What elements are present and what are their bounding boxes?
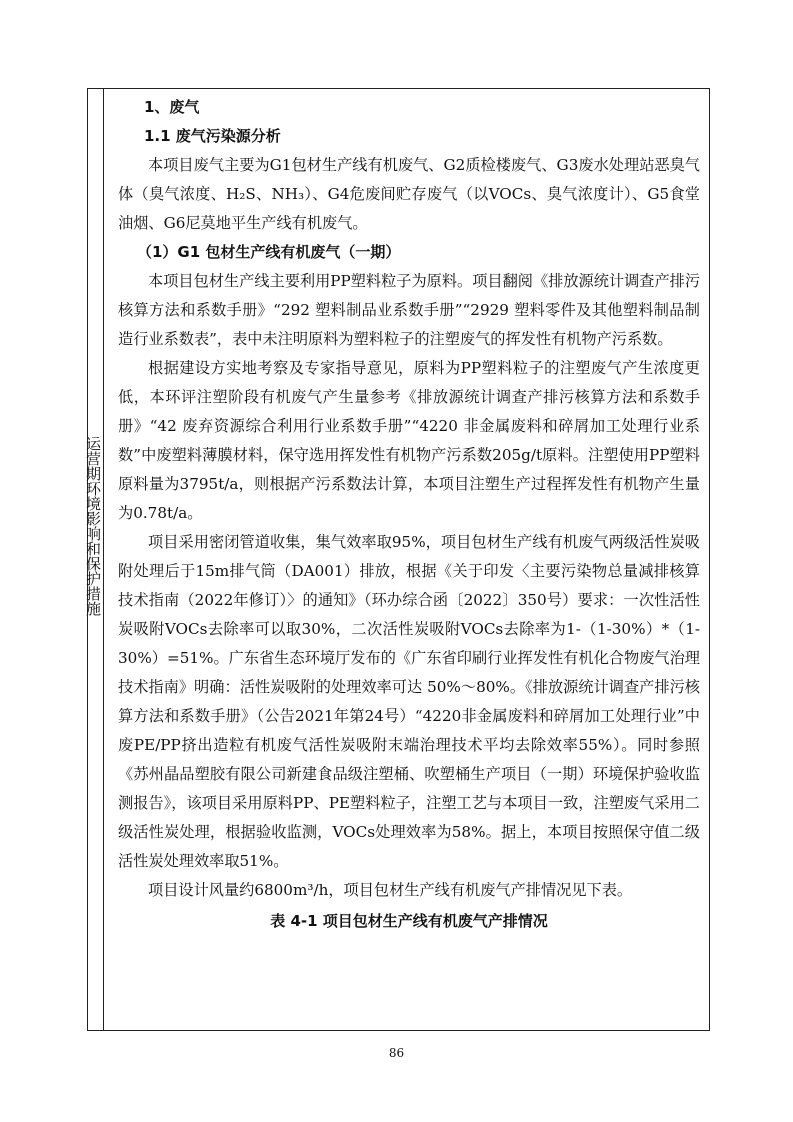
content-frame [84,88,710,1031]
g1-heading: （1）G1 包材生产线有机废气（一期） [137,243,401,261]
paragraph-4: 项目设计风量约6800m³/h，项目包材生产线有机废气产排情况见下表。 [148,881,633,899]
section-title: 1、废气 [144,98,200,116]
page-number: 86 [388,1046,405,1060]
paragraph-2: 根据建设方实地考察及专家指导意见，原料为PP塑料粒子的注塑废气产生浓度更低，本环评注塑阶段有机废气产生量参考《排放源统计调查产排污核算方法和系数手册》“42 废弃资源综合利用行业系数手册”“4220 非金属废料和碎屑加工处理行业系数”中废塑料薄膜材料，保守选用挥发性有机物产污系数205g/t原料。注塑使用PP塑料原料量为3795t/a，则根据产污系数法计算，本项目注塑生产过程挥发性有机物产生量为0.78t/a。 [118,359,700,522]
main-content [118,93,700,936]
paragraph-1: 本项目包材生产线主要利用PP塑料粒子为原料。项目翻阅《排放源统计调查产排污核算方法和系数手册》“292 塑料制品业系数手册”“2929 塑料零件及其他塑料制品制造行业系数表”，表中未注明原料为塑料粒子的注塑废气的挥发性有机物产污系数。 [118,272,701,348]
side-label: 运营期环境影响和保护措施 [84,436,102,616]
side-column [84,89,104,1030]
table-caption: 表 4-1 项目包材生产线有机废气产排情况 [270,912,548,930]
paragraph-3: 项目采用密闭管道收集，集气效率取95%，项目包材生产线有机废气两级活性炭吸附处理后于15m排气筒（DA001）排放，根据《关于印发〈主要污染物总量减排核算技术指南（2022年修订）〉的通知》（环办综合函〔2022〕350号）要求：一次性活性炭吸附VOCs去除率可以取30%，二次活性炭吸附VOCs去除率为1-（1-30%）*（1-30%）=51%。广东省生态环境厅发布的《广东省印刷行业挥发性有机化合物废气治理技术指南》明确：活性炭吸附的处理效率可达 50%～80%。《排放源统计调查产排污核算方法和系数手册》（公告2021年第24号）“4220非金属废料和碎屑加工处理行业”中废PE/PP挤出造粒有机废气活性炭吸附末端治理技术平均去除效率55%）。同时参照《苏州晶品塑胶有限公司新建食品级注塑桶、吹塑桶生产项目（一期）环境保护验收监测报告》，该项目采用原料PP、PE塑料粒子，注塑工艺与本项目一致，注塑废气采用二级活性炭处理，根据验收监测，VOCs处理效率为58%。据上，本项目按照保守值二级活性炭处理效率取51%。 [118,533,700,870]
intro-paragraph: 本项目废气主要为G1包材生产线有机废气、G2质检楼废气、G3废水处理站恶臭气体（臭气浓度、H₂S、NH₃）、G4危废间贮存废气（以VOCs、臭气浓度计）、G5食堂油烟、G6尼莫地平生产线有机废气。 [118,156,700,232]
subsection-title: 1.1 废气污染源分析 [144,127,281,145]
